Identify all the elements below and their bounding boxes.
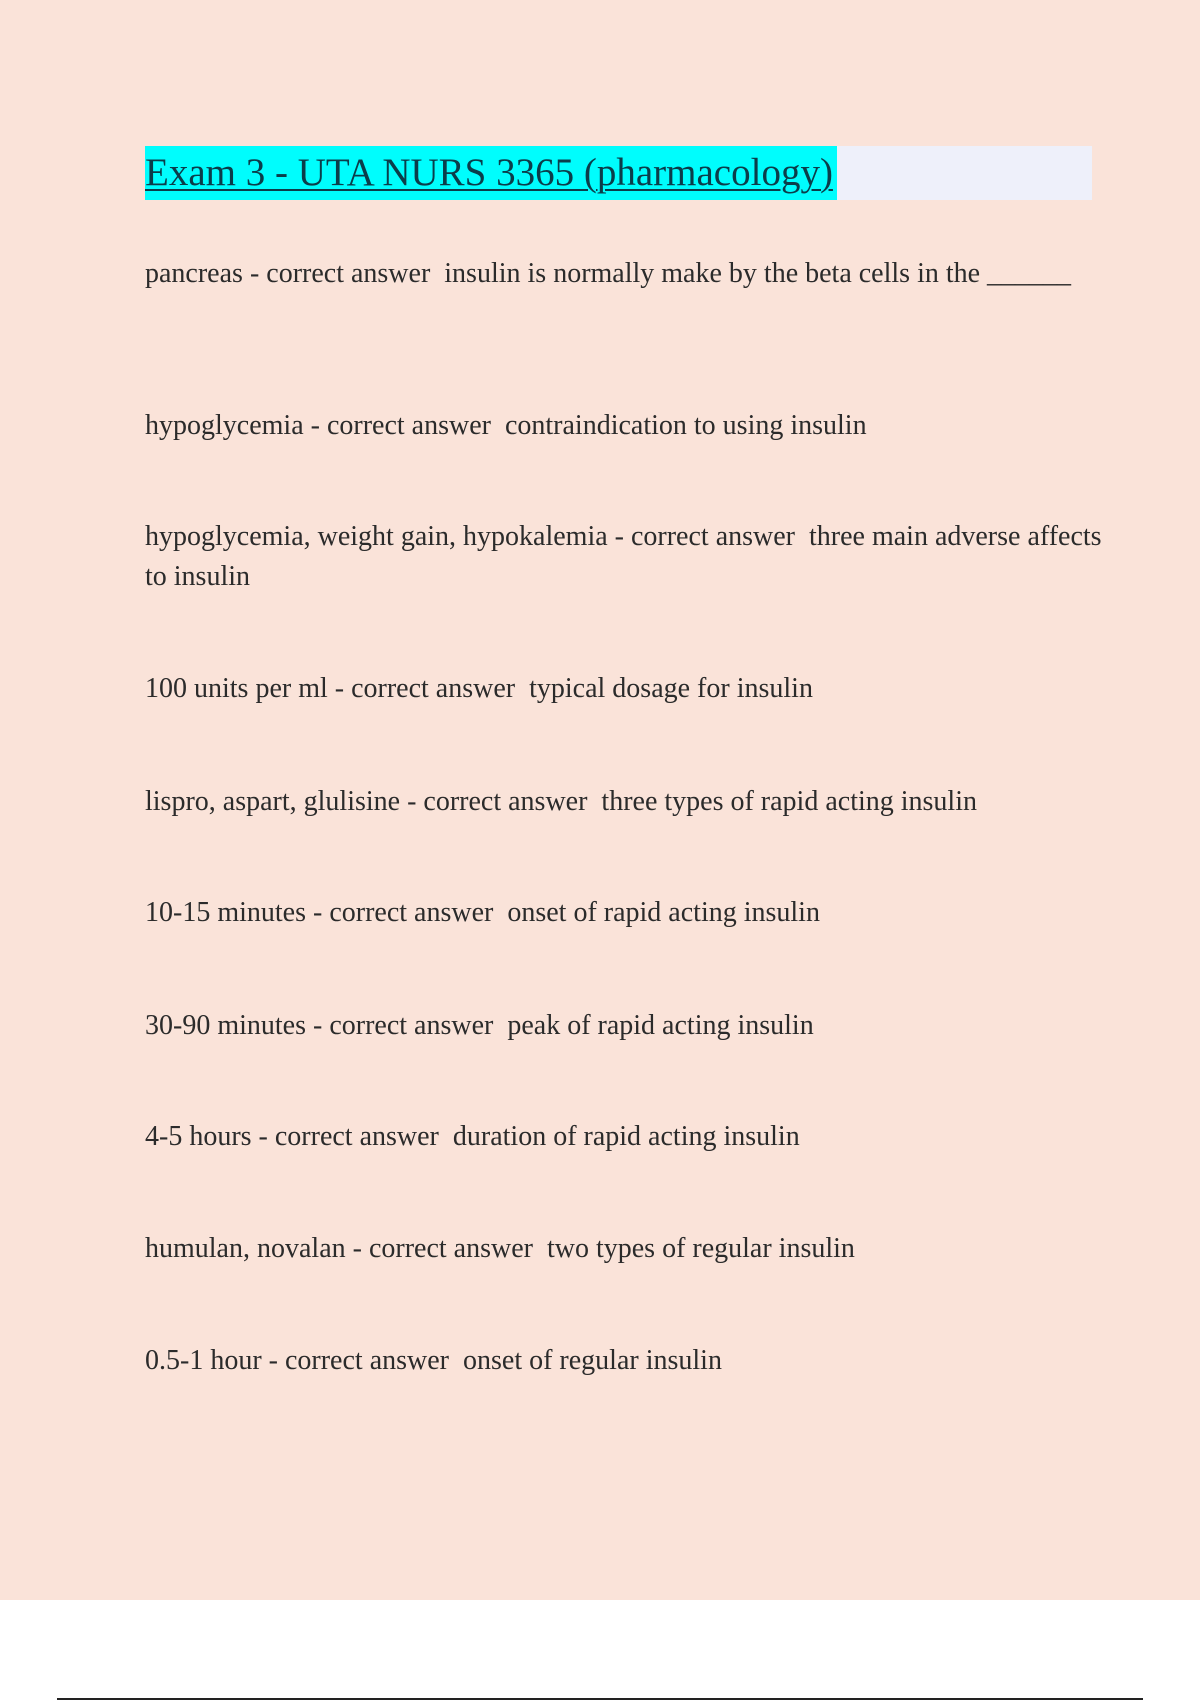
- entry-answer: hypoglycemia, weight gain, hypokalemia: [145, 521, 608, 552]
- entry-separator: - correct answer: [261, 1345, 463, 1376]
- entry-answer: 30-90 minutes: [145, 1010, 306, 1041]
- entry-separator: - correct answer: [251, 1121, 453, 1152]
- entry-answer: humulan, novalan: [145, 1233, 346, 1264]
- entry-question: onset of regular insulin: [463, 1345, 722, 1376]
- qa-entry: [145, 1341, 1105, 1381]
- entry-separator: - correct answer: [345, 1233, 547, 1264]
- qa-entry: [145, 1229, 1105, 1269]
- entry-separator: - correct answer: [327, 673, 530, 704]
- entry-answer: 0.5-1 hour: [145, 1345, 262, 1376]
- entry-answer: hypoglycemia: [145, 410, 304, 441]
- qa-entry: [145, 1117, 1105, 1157]
- qa-entry: [145, 406, 1105, 446]
- entry-question: insulin is normally make by the beta cells in the ______: [444, 258, 1072, 289]
- entry-separator: - correct answer: [306, 1010, 508, 1041]
- entry-separator: - correct answer: [303, 410, 505, 441]
- entry-question: onset of rapid acting insulin: [507, 897, 820, 928]
- document-title: Exam 3 - UTA NURS 3365 (pharmacology): [145, 146, 837, 200]
- entry-separator: - correct answer: [607, 521, 809, 552]
- qa-entry: [145, 254, 1105, 294]
- qa-entry: [145, 517, 1109, 597]
- entry-answer: 10-15 minutes: [145, 897, 306, 928]
- entry-separator: - correct answer: [306, 897, 508, 928]
- entry-question: three types of rapid acting insulin: [601, 786, 977, 817]
- entry-separator: - correct answer: [400, 786, 602, 817]
- title-block: [145, 146, 1092, 200]
- entry-answer: 100 units per ml: [145, 673, 328, 704]
- entry-question: contraindication to using insulin: [504, 410, 867, 441]
- qa-entry: [145, 893, 1105, 933]
- qa-entry: [145, 782, 1105, 822]
- entry-answer: pancreas: [145, 258, 243, 289]
- qa-entry: [145, 1006, 1105, 1046]
- entry-question: two types of regular insulin: [546, 1233, 855, 1264]
- qa-entry: [145, 669, 1105, 709]
- entry-question: duration of rapid acting insulin: [452, 1121, 800, 1152]
- entry-question: three main adverse affects to insulin: [145, 521, 1109, 592]
- entry-question: typical dosage for insulin: [529, 673, 813, 704]
- entry-answer: lispro, aspart, glulisine: [145, 786, 401, 817]
- entry-question: peak of rapid acting insulin: [507, 1010, 814, 1041]
- entry-separator: - correct answer: [242, 258, 445, 289]
- entry-answer: 4-5 hours: [145, 1121, 252, 1152]
